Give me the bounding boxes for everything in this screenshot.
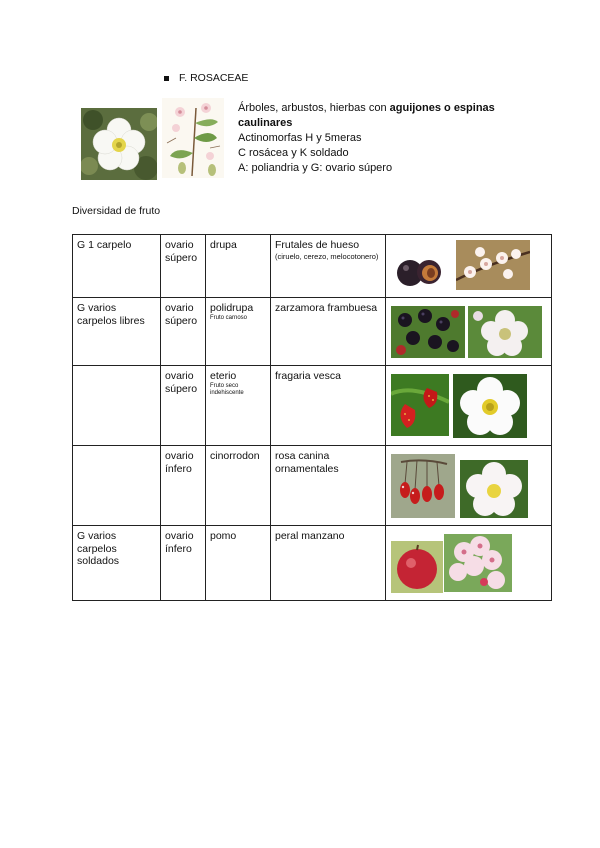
ejemplos-cell: fragaria vesca: [271, 366, 386, 446]
description-bold-text: aguijones o espinas caulinares: [238, 102, 495, 129]
family-name: F. ROSACEAE: [179, 72, 249, 84]
gineceo-cell: G 1 carpelo: [73, 235, 161, 298]
apple-blossom-image: [444, 534, 512, 592]
rosehip-image: [391, 454, 455, 518]
family-heading: [164, 72, 248, 84]
fruto-cell: cinorrodon: [206, 446, 271, 526]
table-row: [73, 446, 552, 526]
fruto-cell: eterio Fruto seco indehiscente: [206, 366, 271, 446]
bramble-flower-image: [468, 306, 542, 358]
description-line-3: C rosácea y K soldado: [238, 147, 349, 159]
description-line-4: A: poliandria y G: ovario súpero: [238, 162, 393, 174]
square-bullet-icon: [164, 76, 169, 81]
images-cell: [386, 298, 552, 366]
ejemplos-cell: rosa canina ornamentales: [271, 446, 386, 526]
fruto-note: Fruto seco indehiscente: [210, 382, 244, 396]
plum-blossom-image: [456, 240, 530, 290]
ovario-cell: ovario ínfero: [161, 446, 206, 526]
plum-fruit-image: [392, 253, 446, 289]
dog-rose-flower-image: [460, 460, 528, 518]
ovario-cell: ovario súpero: [161, 298, 206, 366]
table-row: [73, 298, 552, 366]
ejemplos-cell: Frutales de hueso (ciruelo, cerezo, melocotonero): [271, 235, 386, 298]
fruto-note: Fruto carnoso: [210, 314, 248, 321]
images-cell: [386, 235, 552, 298]
ejemplos-cell: peral manzano: [271, 526, 386, 601]
fruto-cell: pomo: [206, 526, 271, 601]
ovario-cell: ovario súpero: [161, 235, 206, 298]
description-line-1: Árboles, arbustos, hierbas con aguijones o espinas caulinares: [238, 102, 495, 129]
images-cell: [386, 446, 552, 526]
apple-image: [391, 541, 443, 593]
rose-flower-photo: [81, 108, 157, 180]
table-row: [73, 526, 552, 601]
strawberry-flower-image: [453, 374, 527, 438]
description-line-2: Actinomorfas H y 5meras: [238, 132, 362, 144]
ovario-cell: ovario súpero: [161, 366, 206, 446]
table-row: [73, 235, 552, 298]
ejemplos-cell: zarzamora frambuesa: [271, 298, 386, 366]
fruto-cell: drupa: [206, 235, 271, 298]
gineceo-cell: [73, 446, 161, 526]
images-cell: [386, 526, 552, 601]
gineceo-cell: G varios carpelos libres: [73, 298, 161, 366]
section-title: Diversidad de fruto: [72, 205, 161, 217]
blackberry-image: [391, 306, 465, 358]
images-cell: [386, 366, 552, 446]
botanical-illustration: [162, 98, 224, 178]
gineceo-cell: [73, 366, 161, 446]
family-description: [238, 101, 528, 176]
table-row: [73, 366, 552, 446]
fruit-diversity-table: [72, 234, 552, 601]
fruto-cell: polidrupa Fruto carnoso: [206, 298, 271, 366]
gineceo-cell: G varios carpelos soldados: [73, 526, 161, 601]
ejemplos-note: (ciruelo, cerezo, melocotonero): [275, 251, 379, 261]
strawberry-image: [391, 374, 449, 436]
ovario-cell: ovario ínfero: [161, 526, 206, 601]
